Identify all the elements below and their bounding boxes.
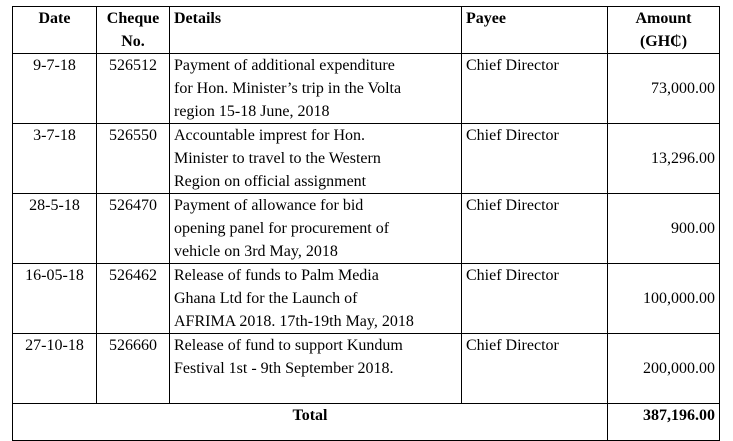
row-amount: 900.00 [608, 194, 720, 264]
total-label: Total [13, 404, 608, 441]
table-row [13, 264, 720, 334]
details-line: for Hon. Minister’s trip in the Volta [174, 80, 402, 97]
row-details [170, 54, 462, 124]
row-amount: 73,000.00 [608, 54, 720, 124]
details-line: Payment of allowance for bid [174, 197, 364, 214]
details-line: Release of funds to Palm Media [174, 267, 379, 284]
details-line: opening panel for procurement of [174, 220, 390, 237]
details-line: Payment of additional expenditure [174, 57, 395, 74]
row-cheque-no: 526512 [97, 54, 170, 124]
row-details [170, 264, 462, 334]
details-line: Festival 1st - 9th September 2018. [174, 360, 394, 377]
total-row [13, 404, 720, 441]
details-line: Minister to travel to the Western [174, 150, 381, 167]
row-details [170, 334, 462, 404]
table-row [13, 54, 720, 124]
row-payee: Chief Director [462, 124, 608, 194]
row-date: 9-7-18 [13, 54, 97, 124]
row-payee: Chief Director [462, 194, 608, 264]
row-cheque-no: 526470 [97, 194, 170, 264]
row-amount: 200,000.00 [608, 334, 720, 404]
row-amount: 13,296.00 [608, 124, 720, 194]
header-cheque-no: Cheque No. [97, 7, 170, 54]
row-date: 16-05-18 [13, 264, 97, 334]
header-date: Date [13, 7, 97, 54]
details-line: region 15-18 June, 2018 [174, 103, 330, 120]
row-payee: Chief Director [462, 264, 608, 334]
header-payee: Payee [462, 7, 608, 54]
row-cheque-no: 526462 [97, 264, 170, 334]
table-row [13, 124, 720, 194]
details-line: Region on official assignment [174, 173, 367, 190]
details-line: Ghana Ltd for the Launch of [174, 290, 358, 307]
details-line: AFRIMA 2018. 17th-19th May, 2018 [174, 313, 414, 330]
row-amount: 100,000.00 [608, 264, 720, 334]
table-row [13, 334, 720, 404]
row-date: 3-7-18 [13, 124, 97, 194]
header-row [13, 7, 720, 54]
row-details [170, 124, 462, 194]
row-date: 28-5-18 [13, 194, 97, 264]
expenditure-table [12, 6, 720, 441]
header-amount: Amount (GH₵) [608, 7, 720, 54]
header-details: Details [170, 7, 462, 54]
row-date: 27-10-18 [13, 334, 97, 404]
details-line: vehicle on 3rd May, 2018 [174, 243, 338, 260]
row-payee: Chief Director [462, 334, 608, 404]
total-amount: 387,196.00 [608, 404, 720, 441]
details-line: Accountable imprest for Hon. [174, 127, 366, 144]
row-details [170, 194, 462, 264]
row-payee: Chief Director [462, 54, 608, 124]
row-cheque-no: 526660 [97, 334, 170, 404]
row-cheque-no: 526550 [97, 124, 170, 194]
details-line: Release of fund to support Kundum [174, 337, 403, 354]
table-row [13, 194, 720, 264]
